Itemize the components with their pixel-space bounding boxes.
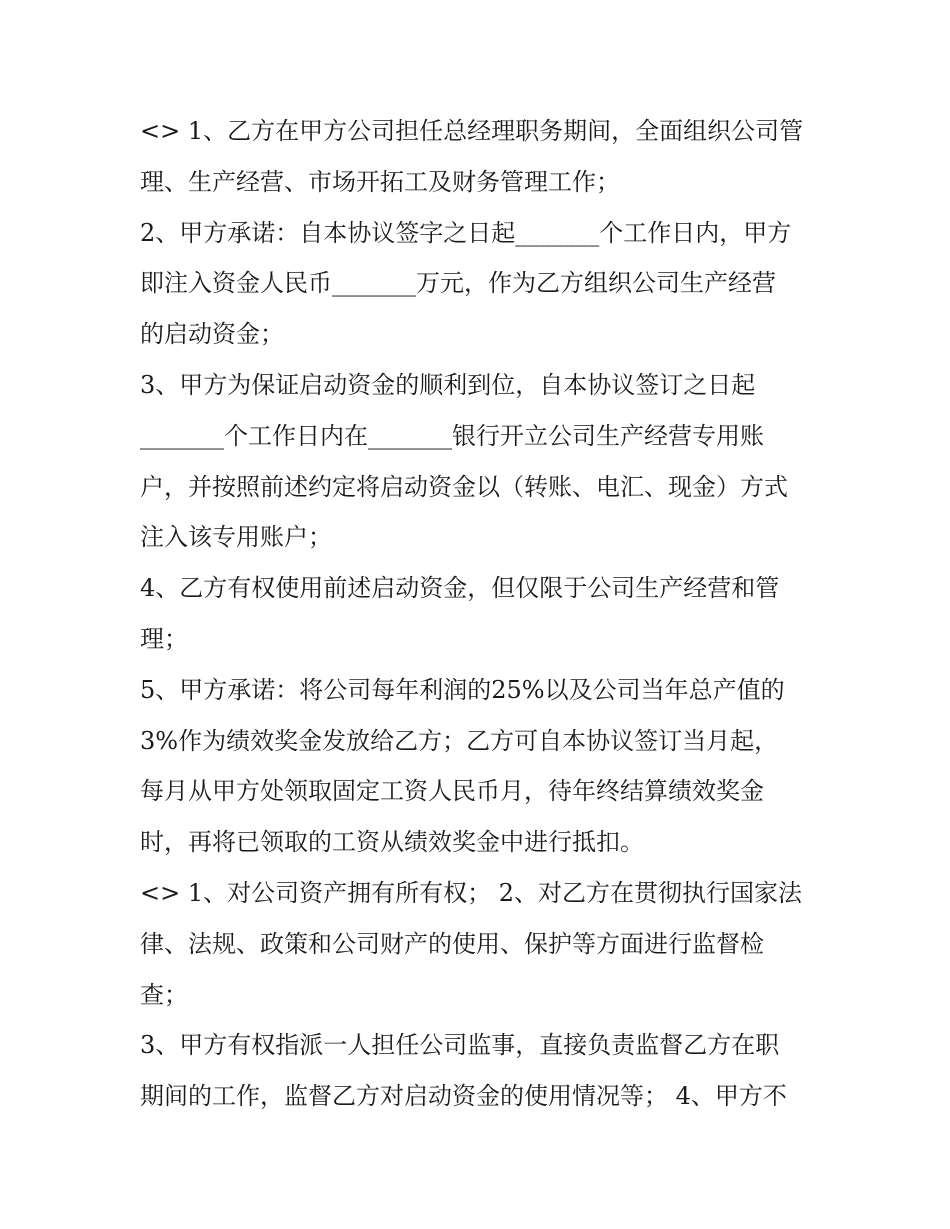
contract-body	[140, 106, 820, 1122]
text-line: 3%作为绩效奖金发放给乙方；乙方可自本协议签订当月起，	[140, 726, 779, 755]
text-line: 时，再将已领取的工资从绩效奖金中进行抵扣。	[140, 828, 644, 857]
text-line: 的启动资金；	[140, 320, 284, 349]
text-line: 2、甲方承诺：自本协议签字之日起_______个工作日内，甲方	[140, 218, 792, 247]
text-line: <> 1、对公司资产拥有所有权； 2、对乙方在贯彻执行国家法	[140, 878, 803, 907]
text-line: 5、甲方承诺：将公司每年利润的25%以及公司当年总产值的	[140, 675, 785, 704]
text-line: <> 1、乙方在甲方公司担任总经理职务期间，全面组织公司管	[140, 117, 804, 145]
text-line: 每月从甲方处领取固定工资人民币月，待年终结算绩效奖金	[140, 777, 764, 806]
text-line: 律、法规、政策和公司财产的使用、保护等方面进行监督检	[140, 929, 764, 958]
text-line: 3、甲方为保证启动资金的顺利到位，自本协议签订之日起	[140, 370, 756, 399]
text-line: 户，并按照前述约定将启动资金以（转账、电汇、现金）方式	[140, 472, 788, 501]
text-line: 期间的工作，监督乙方对启动资金的使用情况等； 4、甲方不	[140, 1082, 787, 1111]
text-line: 注入该专用账户；	[140, 523, 332, 552]
text-line: 3、甲方有权指派一人担任公司监事，直接负责监督乙方在职	[140, 1031, 780, 1060]
text-line: 查；	[140, 980, 188, 1009]
text-line: 4、乙方有权使用前述启动资金，但仅限于公司生产经营和管	[140, 574, 780, 603]
text-line: 理、生产经营、市场开拓工及财务管理工作；	[140, 167, 620, 196]
text-line: _______个工作日内在_______银行开立公司生产经营专用账	[140, 421, 764, 450]
text-line: 理；	[140, 624, 188, 653]
text-line: 即注入资金人民币_______万元，作为乙方组织公司生产经营	[140, 269, 776, 298]
